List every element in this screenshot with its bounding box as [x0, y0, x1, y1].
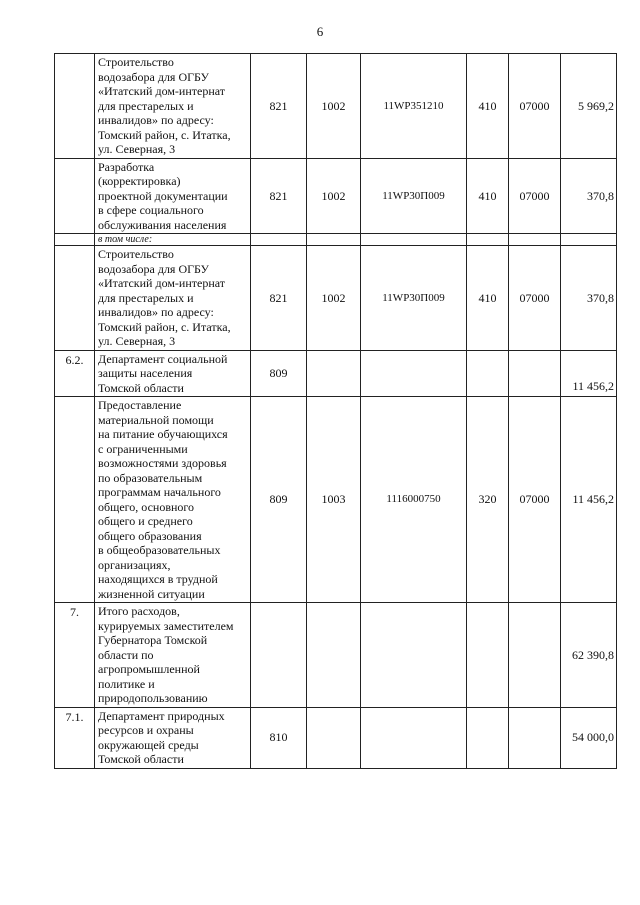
table-row — [55, 397, 617, 603]
expense-type-code: 410 — [467, 158, 509, 234]
additional-code — [509, 234, 561, 246]
grbs-code: 810 — [251, 707, 307, 768]
additional-code: 07000 — [509, 158, 561, 234]
row-number: 7.1. — [55, 707, 95, 768]
table-row — [55, 707, 617, 768]
table-row — [55, 234, 617, 246]
row-number: 6.2. — [55, 350, 95, 397]
target-article-code — [361, 707, 467, 768]
grbs-code: 809 — [251, 350, 307, 397]
grbs-code: 809 — [251, 397, 307, 603]
row-name: Строительство водозабора для ОГБУ «Итатский дом-интернат для престарелых и инвалидов» по адресу: Томский район, с. Итатка, ул. Северная, 3 — [95, 246, 251, 351]
row-number — [55, 234, 95, 246]
additional-code — [509, 707, 561, 768]
row-number — [55, 246, 95, 351]
target-article-code: 1116000750 — [361, 397, 467, 603]
target-article-code: 11WP30П009 — [361, 158, 467, 234]
expense-type-code — [467, 603, 509, 708]
grbs-code: 821 — [251, 54, 307, 159]
page-number: 6 — [316, 24, 324, 39]
row-number: 7. — [55, 603, 95, 708]
row-name: Строительство водозабора для ОГБУ «Итатский дом-интернат для престарелых и инвалидов» по адресу: Томский район, с. Итатка, ул. Северная, 3 — [95, 54, 251, 159]
budget-table — [54, 53, 617, 769]
row-number — [55, 158, 95, 234]
row-number — [55, 54, 95, 159]
additional-code: 07000 — [509, 397, 561, 603]
row-name: Департамент природных ресурсов и охраны окружающей среды Томской области — [95, 707, 251, 768]
expense-type-code: 320 — [467, 397, 509, 603]
row-name: Разработка (корректировка) проектной документации в сфере социального обслуживания населения — [95, 158, 251, 234]
row-number — [55, 397, 95, 603]
grbs-code: 821 — [251, 246, 307, 351]
target-article-code: 11WP351210 — [361, 54, 467, 159]
expense-type-code: 410 — [467, 54, 509, 159]
section-code — [307, 350, 361, 397]
section-code: 1002 — [307, 246, 361, 351]
section-code: 1002 — [307, 54, 361, 159]
amount: 5 969,2 — [561, 54, 617, 159]
grbs-code — [251, 603, 307, 708]
amount — [561, 234, 617, 246]
expense-type-code — [467, 707, 509, 768]
grbs-code: 821 — [251, 158, 307, 234]
table-row — [55, 54, 617, 159]
table-row — [55, 350, 617, 397]
amount: 54 000,0 — [561, 707, 617, 768]
amount: 370,8 — [561, 246, 617, 351]
amount: 11 456,2 — [561, 350, 617, 397]
target-article-code — [361, 234, 467, 246]
table-row — [55, 158, 617, 234]
amount: 62 390,8 — [561, 603, 617, 708]
target-article-code — [361, 350, 467, 397]
section-code — [307, 234, 361, 246]
table-row — [55, 603, 617, 708]
additional-code: 07000 — [509, 246, 561, 351]
grbs-code — [251, 234, 307, 246]
row-name: Итого расходов, курируемых заместителем Губернатора Томской области по агропромышленной политике и природопользованию — [95, 603, 251, 708]
expense-type-code: 410 — [467, 246, 509, 351]
including-label: в том числе: — [95, 234, 251, 246]
additional-code — [509, 603, 561, 708]
row-name: Предоставление материальной помощи на питание обучающихся с ограниченными возможностями здоровья по образовательным программам начального общего, основного общего и среднего общего образования в общеобразовательных организациях, находящихся в трудной жизненной ситуации — [95, 397, 251, 603]
target-article-code — [361, 603, 467, 708]
section-code — [307, 603, 361, 708]
additional-code — [509, 350, 561, 397]
section-code: 1003 — [307, 397, 361, 603]
amount: 370,8 — [561, 158, 617, 234]
table-row — [55, 246, 617, 351]
row-name: Департамент социальной защиты населения Томской области — [95, 350, 251, 397]
amount: 11 456,2 — [561, 397, 617, 603]
section-code: 1002 — [307, 158, 361, 234]
additional-code: 07000 — [509, 54, 561, 159]
section-code — [307, 707, 361, 768]
expense-type-code — [467, 234, 509, 246]
expense-type-code — [467, 350, 509, 397]
target-article-code: 11WP30П009 — [361, 246, 467, 351]
